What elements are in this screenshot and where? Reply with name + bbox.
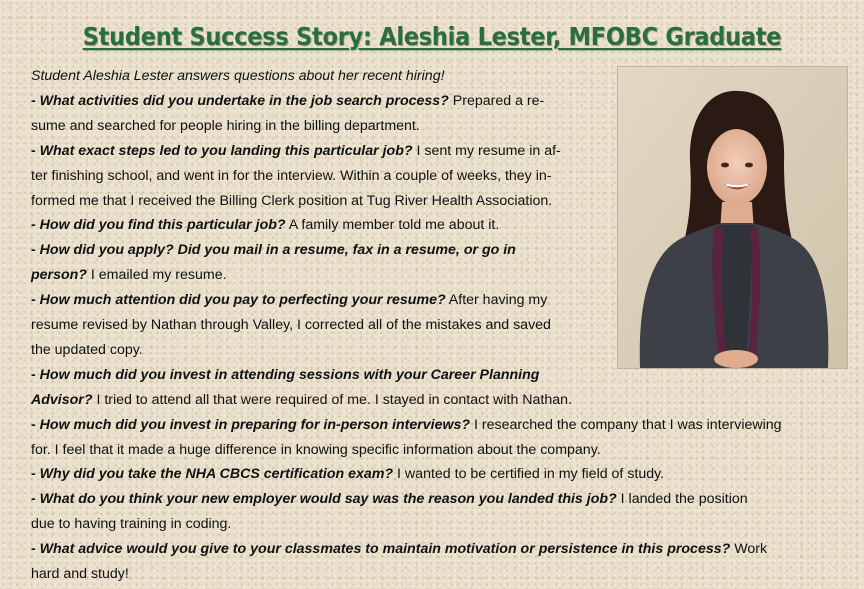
text-line [31, 266, 227, 284]
question-text: - How much did you invest in preparing for in-person interviews? [31, 416, 471, 433]
question-text: - What advice would you give to your classmates to maintain motivation or persistence in this process? [31, 541, 731, 558]
text-line [31, 167, 551, 185]
text-line [31, 216, 499, 234]
intro-text: Student Aleshia Lester answers questions about her recent hiring! [31, 68, 445, 84]
answer-text: the updated copy. [31, 341, 143, 358]
text-line [31, 391, 572, 409]
answer-text: I researched the company that I was interviewing [470, 416, 782, 433]
answer-text: Work [730, 541, 768, 558]
answer-text: I emailed my resume. [86, 267, 227, 284]
question-text: person? [31, 267, 87, 284]
text-line [31, 67, 445, 85]
text-line [31, 316, 551, 334]
answer-text: for. I feel that it made a huge difference in knowing specific information about the company. [31, 441, 601, 458]
text-line [31, 465, 664, 483]
answer-text: A family member told me about it. [285, 217, 500, 234]
text-line [31, 490, 748, 508]
question-text: - How did you find this particular job? [31, 217, 286, 234]
question-text: Advisor? [31, 391, 93, 408]
question-text: - What activities did you undertake in the job search process? [31, 92, 449, 109]
text-line [31, 291, 547, 309]
text-line [31, 117, 420, 135]
question-text: - How much attention did you pay to perfecting your resume? [31, 292, 446, 309]
text-line [31, 366, 539, 384]
question-text: - Why did you take the NHA CBCS certification exam? [31, 466, 394, 483]
answer-text: I tried to attend all that were required of me. I stayed in contact with Nathan. [92, 391, 572, 408]
text-line [31, 416, 782, 434]
answer-text: formed me that I received the Billing Clerk position at Tug River Health Association. [31, 192, 553, 209]
question-text: - What do you think your new employer would say was the reason you landed this job? [31, 491, 617, 508]
question-text: - What exact steps led to you landing this particular job? [31, 142, 413, 159]
answer-text: Prepared a re- [448, 92, 545, 109]
text-line [31, 565, 129, 583]
answer-text: sume and searched for people hiring in the billing department. [31, 117, 420, 134]
graduate-photo [617, 66, 848, 369]
answer-text: I wanted to be certified in my field of study. [393, 466, 665, 483]
page-title: Student Success Story: Aleshia Lester, MFOBC Graduate [82, 22, 782, 51]
answer-text: After having my [445, 292, 548, 309]
answer-text: hard and study! [31, 566, 129, 582]
text-line [31, 241, 516, 259]
answer-text: ter finishing school, and went in for the interview. Within a couple of weeks, they in- [31, 167, 552, 184]
answer-text: resume revised by Nathan through Valley, I corrected all of the mistakes and saved [31, 317, 551, 333]
text-line [31, 515, 231, 533]
text-line [31, 540, 767, 558]
question-text: - How much did you invest in attending sessions with your Career Planning [31, 366, 540, 383]
answer-text: due to having training in coding. [31, 516, 232, 533]
text-line [31, 142, 561, 160]
answer-text: I landed the position [616, 491, 748, 508]
text-line [31, 192, 552, 210]
answer-text: I sent my resume in af- [412, 142, 561, 159]
text-line [31, 441, 601, 459]
text-line [31, 92, 544, 110]
question-text: - How did you apply? Did you mail in a resume, fax in a resume, or go in [31, 242, 516, 259]
text-line [31, 341, 143, 359]
